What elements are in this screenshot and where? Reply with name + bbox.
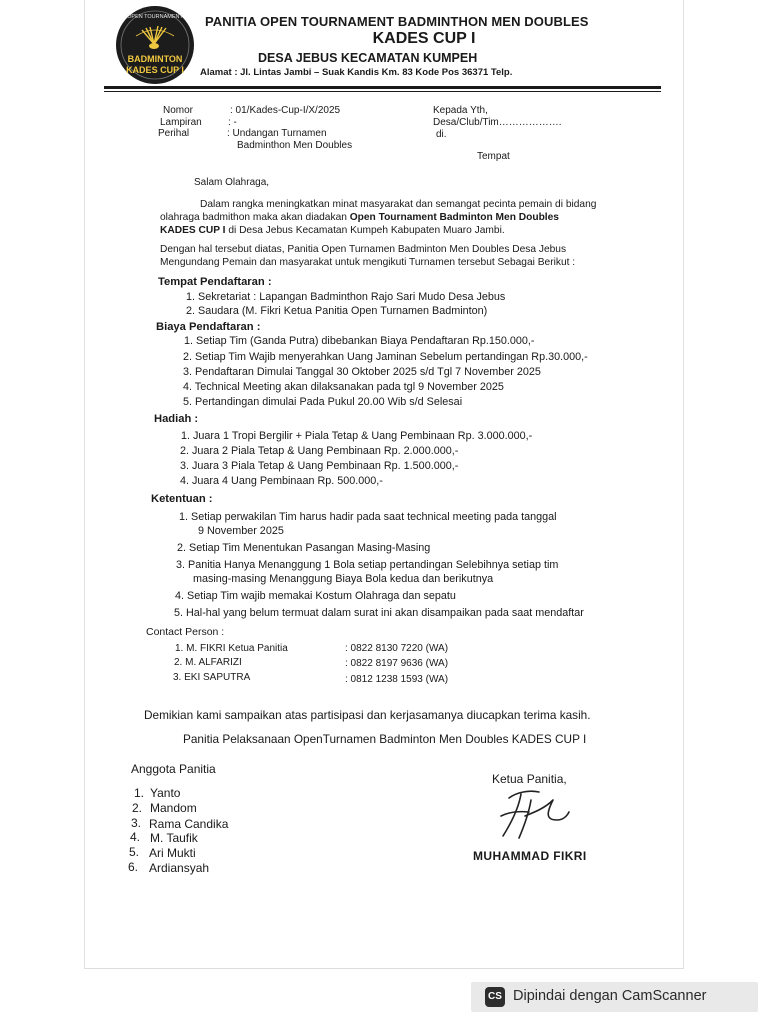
biaya-item: 3. Pendaftaran Dimulai Tanggal 30 Oktober 2025 s/d Tgl 7 November 2025 [183,366,541,378]
contact-phone: : 0822 8130 7220 (WA) [345,643,449,654]
tempat-label: Tempat [477,151,510,162]
nomor-label: Nomor [163,105,194,116]
salam: Salam Olahraga, [194,177,270,188]
lampiran-label: Lampiran [160,117,202,128]
ketentuan-item-1-line-1: 1. Setiap perwakilan Tim harus hadir pada saat technical meeting pada tanggal [179,511,557,523]
member-number: 1. [134,786,145,800]
handwritten-signature [495,786,575,848]
biaya-item: 5. Pertandingan dimulai Pada Pukul 20.00 Wib s/d Selesai [183,396,463,408]
paragraph-1-line-1: Dalam rangka meningkatkan minat masyarakat dan semangat pecinta pemain di bidang [200,199,597,210]
paragraph-2-line-1: Dengan hal tersebut diatas, Panitia Open Turnamen Badminton Men Doubles Desa Jebus [160,244,567,255]
logo-top-text: OPEN TOURNAMENT [127,14,183,20]
kepada-line-2: Desa/Club/Tim………………. [433,117,562,128]
contact-phone: : 0812 1238 1593 (WA) [345,674,449,685]
ketentuan-item-3-line-2: masing-masing Menanggung Biaya Bola kedua dan berikutnya [193,573,494,585]
hadiah-item: 1. Juara 1 Tropi Bergilir + Piala Tetap & Uang Pembinaan Rp. 3.000.000,- [181,430,533,442]
member-name: M. Taufik [150,831,198,845]
member-number: 2. [132,801,143,815]
signature-role: Ketua Panitia, [492,772,567,786]
member-name: Mandom [150,801,197,815]
member-name: Ari Mukti [149,846,196,860]
contact-name: 1. M. FIKRI Ketua Panitia [175,643,288,654]
tempat-heading: Tempat Pendaftaran : [158,276,272,288]
closing-committee: Panitia Pelaksanaan OpenTurnamen Badminton Men Doubles KADES CUP I [183,732,587,746]
kepada-line-1: Kepada Yth, [433,105,488,116]
hadiah-item: 4. Juara 4 Uang Pembinaan Rp. 500.000,- [180,475,383,487]
member-name: Rama Candika [149,817,229,831]
contact-name: 3. EKI SAPUTRA [173,672,251,683]
contact-heading: Contact Person : [146,626,225,638]
anggota-heading: Anggota Panitia [131,762,216,776]
contact-phone: : 0822 8197 9636 (WA) [345,658,449,669]
perihal-value-1: : Undangan Turnamen [227,128,327,139]
kepada-line-3: di. [436,129,447,140]
perihal-label: Perihal [158,128,190,139]
paragraph-1-line-2: olahraga badmithon maka akan diadakan Open Tournament Badminton Men Doubles [160,212,559,223]
camscanner-logo-icon: CS [485,987,505,1007]
biaya-item: 4. Technical Meeting akan dilaksanakan pada tgl 9 November 2025 [183,381,504,393]
header-village: DESA JEBUS KECAMATAN KUMPEH [258,51,478,65]
ketentuan-item-5: 5. Hal-hal yang belum termuat dalam surat ini akan disampaikan pada saat mendaftar [174,607,584,619]
paragraph-2-line-2: Mengundang Pemain dan masyarakat untuk mengikuti Turnamen tersebut Sebagai Berikut : [160,257,576,268]
header-address: Alamat : Jl. Lintas Jambi – Suak Kandis Km. 83 Kode Pos 36371 Telp. [200,67,513,78]
member-name: Yanto [150,786,181,800]
tempat-item: 2. Saudara (M. Fikri Ketua Panitia Open Turnamen Badminton) [186,305,488,317]
ketentuan-item-3-line-1: 3. Panitia Hanya Menanggung 1 Bola setiap pertandingan Selebihnya setiap tim [176,559,559,571]
lampiran-value: : - [228,117,237,128]
hadiah-item: 3. Juara 3 Piala Tetap & Uang Pembinaan Rp. 1.500.000,- [180,460,459,472]
member-number: 5. [129,845,140,859]
header-subtitle: KADES CUP I [372,30,476,47]
perihal-value-2: Badminthon Men Doubles [237,140,353,151]
logo-line1: BADMINTON [127,54,183,64]
ketentuan-item-2: 2. Setiap Tim Menentukan Pasangan Masing-Masing [177,542,431,554]
member-number: 4. [130,830,141,844]
signature-name: MUHAMMAD FIKRI [473,849,587,863]
biaya-item: 1. Setiap Tim (Ganda Putra) dibebankan Biaya Pendaftaran Rp.150.000,- [184,335,535,347]
header-rule-thick [104,86,661,89]
header-rule-thin [104,91,661,92]
ketentuan-item-1-line-2: 9 November 2025 [198,525,284,537]
camscanner-text: Dipindai dengan CamScanner [513,988,707,1004]
tempat-item: 1. Sekretariat : Lapangan Badminthon Rajo Sari Mudo Desa Jebus [186,291,506,303]
logo-line2: KADES CUP I [126,65,184,75]
biaya-heading: Biaya Pendaftaran : [156,321,261,333]
contact-name: 2. M. ALFARIZI [174,657,242,668]
header-title: PANITIA OPEN TOURNAMENT BADMINTHON MEN DOUBLES [205,14,589,29]
closing-thanks: Demikian kami sampaikan atas partisipasi dan kerjasamanya diucapkan terima kasih. [144,708,591,722]
member-number: 6. [128,860,139,874]
ketentuan-heading: Ketentuan : [151,493,213,505]
biaya-item: 2. Setiap Tim Wajib menyerahkan Uang Jaminan Sebelum pertandingan Rp.30.000,- [183,351,588,363]
paragraph-1-line-3: KADES CUP I di Desa Jebus Kecamatan Kumpeh Kabupaten Muaro Jambi. [160,225,505,236]
ketentuan-item-4: 4. Setiap Tim wajib memakai Kostum Olahraga dan sepatu [175,590,456,602]
nomor-value: : 01/Kades-Cup-I/X/2025 [230,105,341,116]
member-number: 3. [131,816,142,830]
hadiah-item: 2. Juara 2 Piala Tetap & Uang Pembinaan Rp. 2.000.000,- [180,445,459,457]
member-name: Ardiansyah [149,861,210,875]
hadiah-heading: Hadiah : [154,413,199,425]
